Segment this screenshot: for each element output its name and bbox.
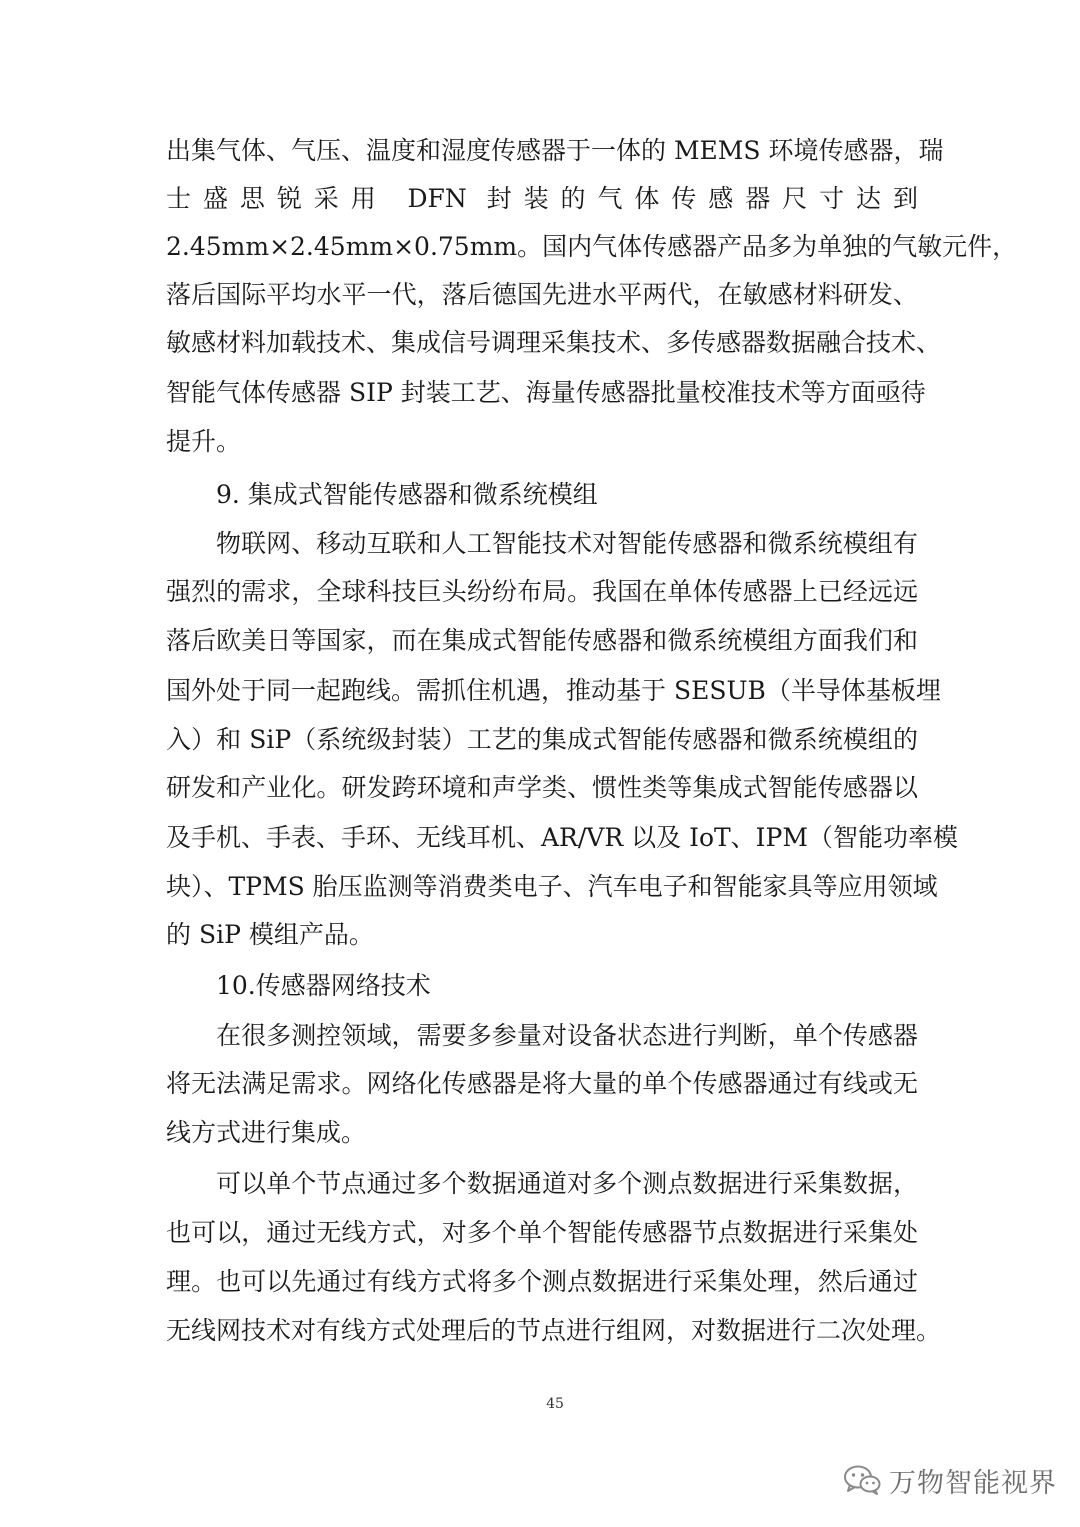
text-line: 物联网、移动互联和人工智能技术对智能传感器和微系统模组有: [216, 529, 918, 558]
text-line: 2.45mm×2.45mm×0.75mm。国内气体传感器产品多为单独的气敏元件，: [166, 232, 1018, 261]
wechat-icon: [843, 1464, 881, 1496]
text-line: 理。也可以先通过有线方式将多个测点数据进行采集处理，然后通过: [166, 1267, 918, 1296]
text-line: 出集气体、气压、温度和湿度传感器于一体的 MEMS 环境传感器，瑞: [166, 136, 944, 165]
text-line: 智能气体传感器 SIP 封装工艺、海量传感器批量校准技术等方面亟待: [166, 378, 926, 407]
watermark-text: 万物智能视界: [889, 1467, 1057, 1499]
text-line: 研发和产业化。研发跨环境和声学类、惯性类等集成式智能传感器以: [166, 773, 918, 802]
text-line: 将无法满足需求。网络化传感器是将大量的单个传感器通过有线或无: [166, 1069, 918, 1098]
text-line: 士盛思锐采用 DFN 封装的气体传感器尺寸达到: [166, 184, 918, 213]
text-line: 线方式进行集成。: [166, 1118, 367, 1147]
text-line: 在很多测控领域，需要多参量对设备状态进行判断，单个传感器: [216, 1021, 918, 1050]
text-line: 落后欧美日等国家，而在集成式智能传感器和微系统模组方面我们和: [166, 626, 918, 655]
text-line: 落后国际平均水平一代，落后德国先进水平两代，在敏感材料研发、: [166, 280, 918, 309]
text-line: 的 SiP 模组产品。: [166, 920, 374, 949]
section-heading: 9. 集成式智能传感器和微系统模组: [216, 480, 598, 509]
text-line: 入）和 SiP（系统级封装）工艺的集成式智能传感器和微系统模组的: [166, 725, 918, 754]
watermark: [843, 1460, 1057, 1500]
text-line: 块）、TPMS 胎压监测等消费类电子、汽车电子和智能家具等应用领域: [166, 872, 938, 901]
text-line: 提升。: [166, 427, 242, 456]
text-line: 及手机、手表、手环、无线耳机、AR/VR 以及 IoT、IPM（智能功率模: [166, 823, 958, 852]
text-line: 也可以，通过无线方式，对多个单个智能传感器节点数据进行采集处: [166, 1218, 918, 1247]
text-line: 强烈的需求，全球科技巨头纷纷布局。我国在单体传感器上已经远远: [166, 577, 918, 606]
text-line: 国外处于同一起跑线。需抓住机遇，推动基于 SESUB（半导体基板埋: [166, 676, 941, 705]
text-line: 无线网技术对有线方式处理后的节点进行组网，对数据进行二次处理。: [166, 1316, 942, 1345]
page-number: 45: [546, 1396, 564, 1412]
text-line: 可以单个节点通过多个数据通道对多个测点数据进行采集数据，: [216, 1169, 918, 1198]
section-heading: 10.传感器网络技术: [216, 971, 431, 1000]
text-line: 敏感材料加载技术、集成信号调理采集技术、多传感器数据融合技术、: [166, 328, 942, 357]
